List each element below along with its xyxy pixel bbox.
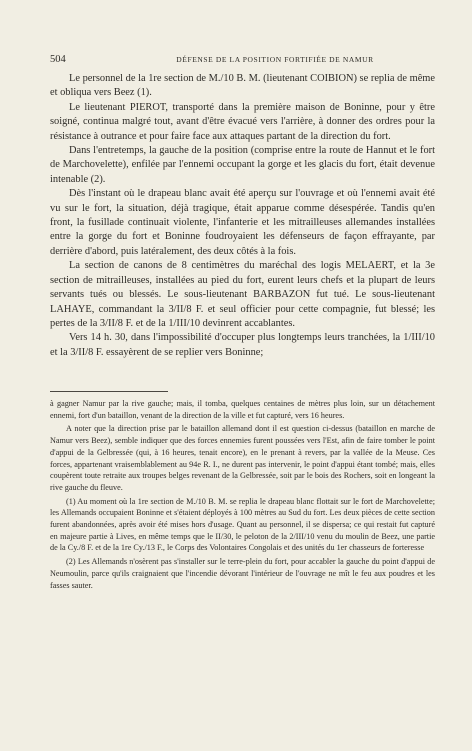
page-header: [50, 54, 434, 68]
paragraph: La section de canons de 8 centimètres du maréchal des logis MELAERT, et la 3e section de mitrailleuses, installées au pied du fort, eurent leurs chefs et la plupart de leurs servants tués ou blessés. Le sous-lieutenant BARBAZON fut tué. Le sous-lieutenant LAHAYE, commandant la 3/II/8 F. et seul officier pour cette compagnie, fut blessé; les pertes de la 3/II/8 F. et de la 1/III/10 devinrent accablantes.: [50, 260, 435, 329]
footnote: (2) Les Allemands n'osèrent pas s'installer sur le terre-plein du fort, pour accabler la gauche du point d'appui de Neumoulin, parce qu'ils craignaient que l'incendie dévorant l'intérieur de l'ouvrage ne mît le feu aux poudres et les fasses sauter.: [50, 557, 435, 590]
footnote: (1) Au moment où la 1re section de M./10 B. M. se replia le drapeau blanc flottait sur le fort de Marchovelette; les Allemands occupaient Boninne et s'étaient déployés à 100 mètres au Sud du fort. Les deux pièces de cette section furent abandonnées, après avoir été mises hors d'usage. Quant au personnel, il se dispersa; ce qui restait fut capturé en majeure partie à Lives, en même temps que le II/30, le peloton de la 2/III/10 venu du moulin de Beez, une partie de la Cy./8 F. et de la 1re Cy./13 F., le Corps des Volontaires Congolais et des unités du 1er chasseurs de forteresse: [50, 496, 435, 553]
running-title: DÉFENSE DE LA POSITION FORTIFIÉE DE NAMUR: [176, 55, 374, 64]
footnote: à gagner Namur par la rive gauche; mais, il tomba, quelques centaines de mètres plus loin, sur un détachement ennemi, fort d'un bataillon, venant de la direction de la ville et fut capturé, vers 16 heures.: [50, 399, 435, 420]
paragraph: Le personnel de la 1re section de M./10 B. M. (lieutenant COIBION) se replia de même et obliqua vers Beez (1).: [50, 73, 435, 99]
page-number: 504: [50, 54, 66, 65]
main-text: [50, 72, 435, 360]
paragraph: Vers 14 h. 30, dans l'impossibilité d'occuper plus longtemps leurs tranchées, la 1/III/10 et la 3/II/8 F. essayèrent de se replier vers Boninne;: [50, 332, 435, 358]
footnote-divider: [50, 391, 168, 392]
paragraph: Dans l'entretemps, la gauche de la position (comprise entre la route de Hannut et le fort de Marchovelette), enfilée par l'ennemi occupant la gorge et les glacis du fort, était devenue intenable (2).: [50, 145, 435, 185]
paragraph: Dès l'instant où le drapeau blanc avait été aperçu sur l'ouvrage et où l'ennemi avait été vu sur le fort, la situation, déjà tragique, était apparue comme désespérée. Tandis qu'en front, la fusillade continuait violente, l'infanterie et les mitrailleuses allemandes installées entre la gorge du fort et Boninne foudroyaient les défenseurs de façon effrayante, par derrière d'abord, puis latéralement, des deux côtés à la fois.: [50, 188, 435, 257]
paragraph: Le lieutenant PIEROT, transporté dans la première maison de Boninne, pour y être soigné, continua malgré tout, avant d'être évacué vers l'arrière, à donner des ordres pour la résistance à outrance et pour faire face aux attaques partant de la direction du fort.: [50, 101, 435, 142]
footnotes: [50, 398, 435, 593]
footnote: A noter que la direction prise par le bataillon allemand dont il est question ci-dessus (bataillon en marche de Namur vers Beez), semble indiquer que des forces ennemies furent poussées vers l'Est, afin de faire tomber le point d'appui de la Gelbressée (qui, à 16 heures, tenait encore), en le prenant à revers, par la vallée de la Meuse. Ces forces, appartenant vraisemblablement au 94e R. I., ne durent pas intervenir, le point d'appui étant tombé; mais, elles coupèrent toute retraite aux troupes belges revenant de la Gelbressée, soit par le bois des Rochers, soit en longeant la rive gauche du fleuve.: [50, 424, 435, 492]
